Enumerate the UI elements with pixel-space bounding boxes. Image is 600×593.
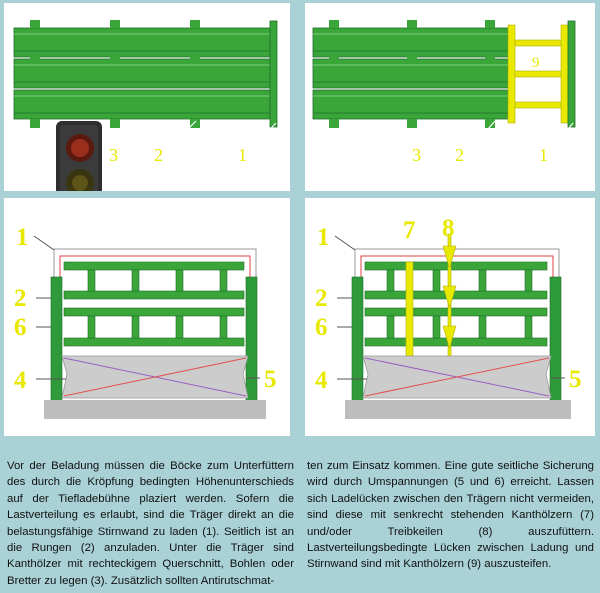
driving-wedges (443, 234, 456, 370)
top-view-diagram-braced (305, 3, 595, 191)
label-3: 3 (109, 145, 118, 165)
label-4: 4 (14, 367, 27, 394)
front-view-diagram-fillers (305, 198, 595, 436)
side-stake-right (550, 277, 561, 403)
headboard (568, 21, 575, 127)
beam-cross-sections (365, 262, 547, 346)
label-6: 6 (315, 314, 328, 341)
top-view-panel-direct (4, 3, 290, 191)
top-view-diagram-direct (4, 3, 290, 191)
label-3: 3 (412, 145, 421, 165)
label-4: 4 (315, 367, 328, 394)
side-stake-left (352, 277, 363, 403)
trailer-deck (345, 400, 571, 419)
beam-cross-sections (64, 262, 244, 346)
label-1: 1 (317, 224, 330, 251)
label-2: 2 (154, 145, 163, 165)
vertical-timber (406, 262, 413, 356)
label-1: 1 (238, 145, 247, 165)
front-view-panel (4, 198, 290, 436)
label-1: 1 (539, 145, 548, 165)
side-stake-right (246, 277, 257, 403)
timber-brace (508, 25, 568, 123)
front-view-diagram (4, 198, 290, 436)
label-2: 2 (14, 285, 27, 312)
beams (14, 28, 270, 119)
label-6: 6 (14, 314, 27, 341)
side-stake-left (51, 277, 62, 403)
leader-lines (423, 121, 573, 153)
description-column-2: ten zum Einsatz kommen. Eine gute seitliche Sicherung wird durch Umspannungen (5 und 6) erreicht. Lassen sich Ladelücken zwischen den Trägern nicht vermeiden, sind diese mit senkrecht stehenden Kanthölzern (7) und/oder Treibkeilen (8) auszufüttern. Lastverteilungsbedingte Lücken zwischen Ladung und Stirnwand sind mit Kanthölzern (9) auszusteifen. (307, 460, 594, 571)
label-7: 7 (403, 217, 416, 244)
front-view-panel-fillers (305, 198, 595, 436)
description-column-1: Vor der Beladung müssen die Böcke zum Unterfüttern des durch die Kröpfung bedingten Höhenunterschieds auf der Tiefladebühne plaziert werden. Sofern die Lastverteilung es erlaubt, sind die Träger direkt an die belastungsfähige Stirnwand zu laden (1). Seitlich ist an die Rungen (2) anzuladen. Unter die Träger sind Kanthölzer mit rechteckigem Querschnitt, Bohlen oder Bretter zu legen (3). Zusätzlich sollten Antirutschmat- (7, 460, 294, 587)
beams (313, 28, 508, 119)
label-1: 1 (16, 224, 29, 251)
label-5: 5 (264, 366, 277, 393)
label-9: 9 (532, 55, 540, 71)
label-2: 2 (315, 285, 328, 312)
headboard (270, 21, 277, 127)
traffic-light-icon (56, 121, 102, 191)
label-5: 5 (569, 366, 582, 393)
trailer-deck (44, 400, 266, 419)
label-2: 2 (455, 145, 464, 165)
label-8: 8 (442, 215, 455, 242)
top-view-panel-braced (305, 3, 595, 191)
